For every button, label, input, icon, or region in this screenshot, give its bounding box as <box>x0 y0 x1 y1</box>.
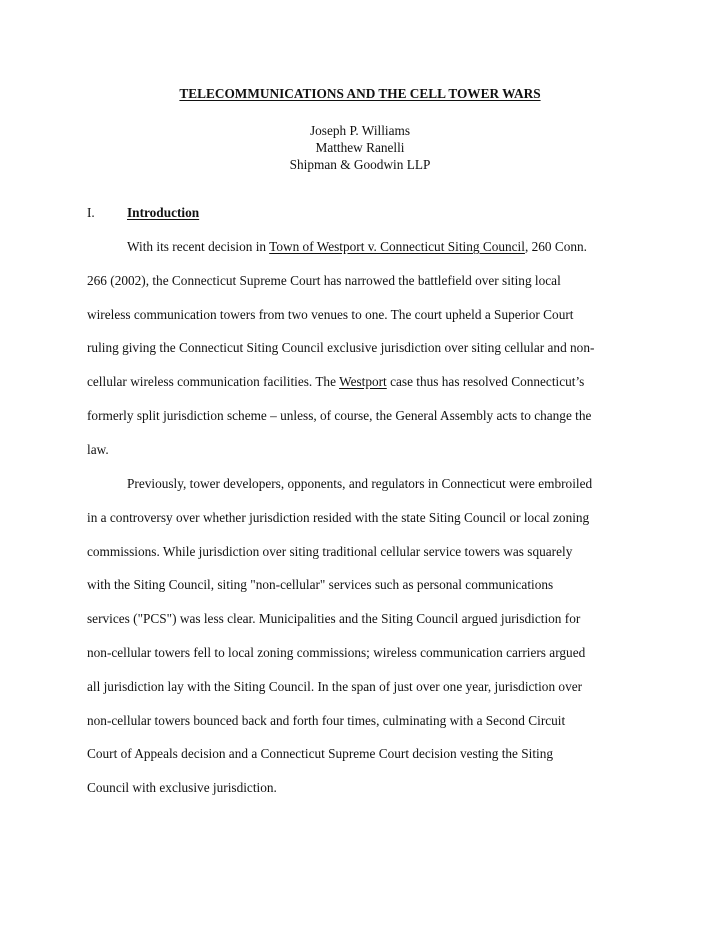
text-line: non-cellular towers bounced back and forth four times, culminating with a Second Circuit <box>87 712 566 728</box>
text-line: Previously, tower developers, opponents, and regulators in Connecticut were embroiled <box>127 476 593 491</box>
text-line: with the Siting Council, siting "non-cellular" services such as personal communications <box>87 577 554 593</box>
text-line: services ("PCS") was less clear. Municipalities and the Siting Council argued jurisdiction for <box>87 611 581 627</box>
text-line: ruling giving the Connecticut Siting Council exclusive jurisdiction over siting cellular and non- <box>87 340 595 356</box>
author-affiliation: Shipman & Goodwin LLP <box>289 157 431 172</box>
section-number: I. <box>87 205 95 220</box>
text-line: all jurisdiction lay with the Siting Council. In the span of just over one year, jurisdiction over <box>87 678 583 694</box>
section-label: Introduction <box>127 205 200 220</box>
section-heading <box>87 205 647 221</box>
author-name: Matthew Ranelli <box>315 140 405 155</box>
text-line: With its recent decision in Town of Westport v. Connecticut Siting Council, 260 Conn. <box>127 239 587 254</box>
text-line: in a controversy over whether jurisdiction resided with the state Siting Council or local zoning <box>87 509 590 525</box>
text-line: Court of Appeals decision and a Connecticut Supreme Court decision vesting the Siting <box>87 746 554 762</box>
case-citation: Westport <box>339 374 387 390</box>
text-line: formerly split jurisdiction scheme – unless, of course, the General Assembly acts to change the <box>87 407 592 423</box>
text-line: non-cellular towers fell to local zoning commissions; wireless communication carriers argued <box>87 644 586 660</box>
text-line: law. <box>87 441 109 457</box>
text-line: cellular wireless communication facilities. The Westport case thus has resolved Connecticut’s <box>87 374 585 390</box>
paragraph <box>87 467 647 805</box>
paragraph <box>87 230 647 467</box>
author-block <box>0 122 720 173</box>
case-citation: Town of Westport v. Connecticut Siting Council <box>269 239 525 254</box>
text-line: Council with exclusive jurisdiction. <box>87 780 277 796</box>
text-line: wireless communication towers from two venues to one. The court upheld a Superior Court <box>87 306 574 322</box>
text-line: commissions. While jurisdiction over siting traditional cellular service towers was squarely <box>87 543 573 559</box>
text-line: 266 (2002), the Connecticut Supreme Court has narrowed the battlefield over siting local <box>87 272 561 288</box>
document-title: TELECOMMUNICATIONS AND THE CELL TOWER WARS <box>179 86 541 101</box>
author-name: Joseph P. Williams <box>309 123 411 138</box>
